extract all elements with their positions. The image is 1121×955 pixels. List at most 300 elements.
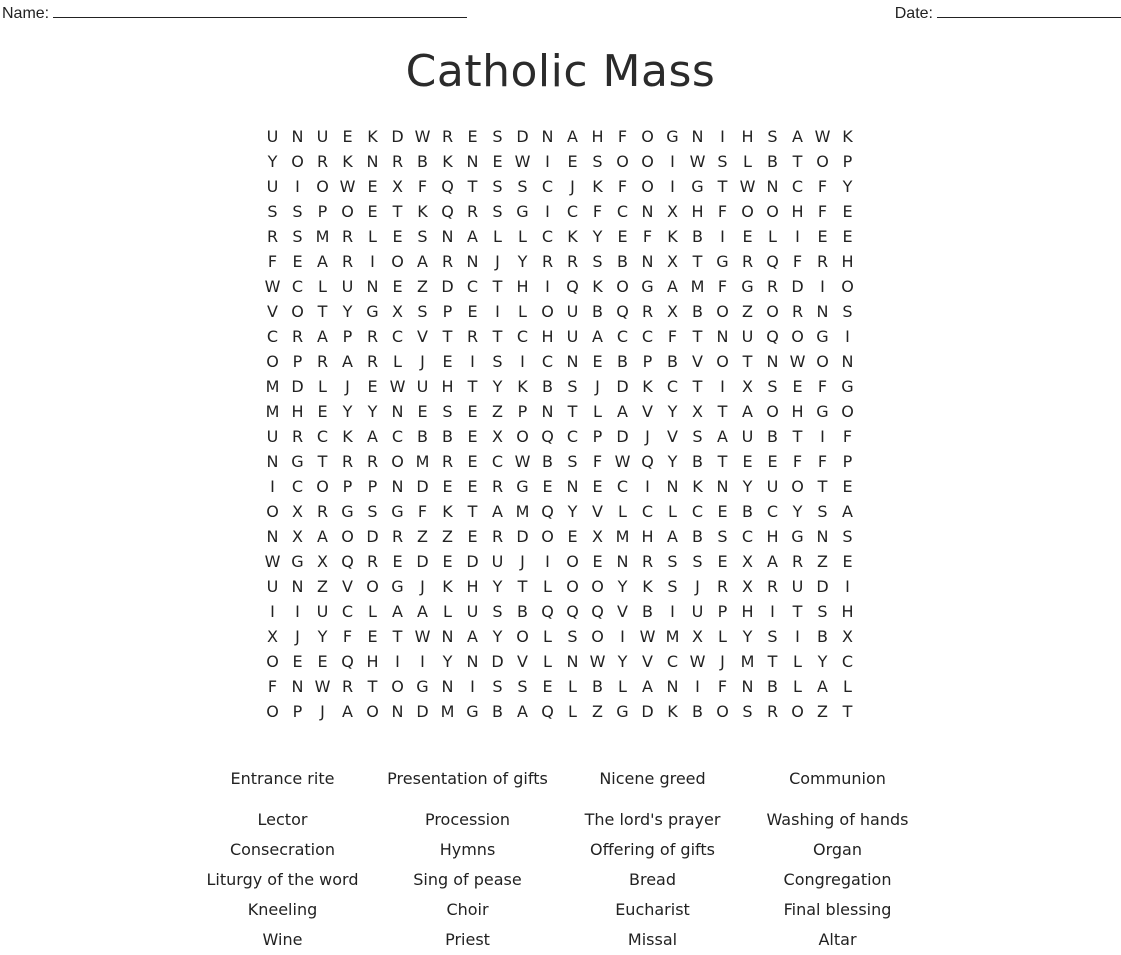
grid-letter[interactable]: S [592,252,603,271]
grid-letter[interactable]: S [517,177,528,196]
grid-letter[interactable]: D [491,652,504,671]
grid-letter[interactable]: N [816,527,829,546]
grid-letter[interactable]: R [366,452,379,471]
grid-letter[interactable]: V [417,327,428,346]
grid-letter[interactable]: W [789,352,806,371]
grid-letter[interactable]: Y [592,227,603,246]
grid-letter[interactable]: O [616,152,629,171]
grid-letter[interactable]: U [266,177,279,196]
grid-letter[interactable]: I [645,477,650,496]
grid-letter[interactable]: R [716,577,729,596]
grid-letter[interactable]: D [416,702,429,721]
grid-letter[interactable]: Y [667,402,678,421]
grid-letter[interactable]: S [767,377,778,396]
grid-letter[interactable]: I [770,602,775,621]
grid-letter[interactable]: R [641,552,654,571]
grid-letter[interactable]: F [817,177,828,196]
grid-letter[interactable]: A [742,402,753,421]
grid-letter[interactable]: R [441,127,454,146]
grid-letter[interactable]: X [267,627,278,646]
grid-letter[interactable]: S [767,627,778,646]
grid-letter[interactable]: S [267,202,278,221]
grid-letter[interactable]: R [341,677,354,696]
grid-letter[interactable]: O [841,402,854,421]
grid-letter[interactable]: H [366,652,379,671]
grid-letter[interactable]: L [768,227,777,246]
grid-letter[interactable]: N [466,252,479,271]
grid-letter[interactable]: T [492,327,503,346]
grid-letter[interactable]: L [443,602,452,621]
grid-letter[interactable]: E [842,552,853,571]
grid-letter[interactable]: O [766,202,779,221]
grid-letter[interactable]: Z [742,302,753,321]
grid-letter[interactable]: E [592,352,603,371]
grid-letter[interactable]: L [743,152,752,171]
grid-letter[interactable]: I [420,652,425,671]
grid-letter[interactable]: O [516,627,529,646]
grid-letter[interactable]: Q [766,327,779,346]
grid-letter[interactable]: N [741,677,754,696]
grid-letter[interactable]: V [667,427,678,446]
grid-letter[interactable]: E [392,552,403,571]
grid-letter[interactable]: F [817,202,828,221]
grid-letter[interactable]: Q [541,702,554,721]
grid-letter[interactable]: E [717,502,728,521]
grid-letter[interactable]: G [466,702,479,721]
grid-letter[interactable]: F [267,252,278,271]
grid-letter[interactable]: U [766,477,779,496]
grid-letter[interactable]: B [417,427,428,446]
grid-letter[interactable]: O [641,152,654,171]
grid-letter[interactable]: T [717,402,728,421]
grid-letter[interactable]: T [792,152,803,171]
grid-letter[interactable]: I [720,227,725,246]
grid-letter[interactable]: S [367,502,378,521]
grid-letter[interactable]: M [665,627,680,646]
grid-letter[interactable]: E [467,477,478,496]
grid-letter[interactable]: A [342,352,353,371]
grid-letter[interactable]: R [441,452,454,471]
grid-letter[interactable]: S [417,227,428,246]
grid-letter[interactable]: Q [441,177,454,196]
grid-letter[interactable]: I [545,552,550,571]
grid-letter[interactable]: A [317,327,328,346]
grid-letter[interactable]: Y [367,402,378,421]
grid-letter[interactable]: G [366,302,379,321]
grid-letter[interactable]: X [842,627,853,646]
grid-letter[interactable]: E [317,652,328,671]
grid-letter[interactable]: L [668,502,677,521]
grid-letter[interactable]: K [692,477,703,496]
grid-letter[interactable]: L [618,677,627,696]
grid-letter[interactable]: Q [616,302,629,321]
grid-letter[interactable]: O [766,402,779,421]
grid-letter[interactable]: T [717,177,728,196]
grid-letter[interactable]: K [667,702,678,721]
grid-letter[interactable]: C [641,502,654,521]
grid-letter[interactable]: N [441,627,454,646]
grid-letter[interactable]: S [817,502,828,521]
grid-letter[interactable]: R [366,552,379,571]
grid-letter[interactable]: D [616,427,629,446]
grid-letter[interactable]: G [791,527,804,546]
grid-letter[interactable]: F [342,627,353,646]
grid-letter[interactable]: I [720,377,725,396]
grid-letter[interactable]: R [291,427,304,446]
grid-letter[interactable]: A [417,252,428,271]
grid-letter[interactable]: G [666,127,679,146]
grid-letter[interactable]: U [466,602,479,621]
grid-letter[interactable]: S [492,202,503,221]
grid-letter[interactable]: G [741,277,754,296]
grid-letter[interactable]: Q [541,502,554,521]
grid-letter[interactable]: T [392,202,403,221]
grid-letter[interactable]: J [420,352,425,371]
grid-letter[interactable]: X [292,502,303,521]
grid-letter[interactable]: T [692,327,703,346]
grid-letter[interactable]: I [370,252,375,271]
grid-letter[interactable]: P [342,477,353,496]
grid-letter[interactable]: E [442,552,453,571]
grid-letter[interactable]: Y [442,652,453,671]
grid-letter[interactable]: U [566,327,579,346]
grid-letter[interactable]: N [716,477,729,496]
grid-letter[interactable]: E [542,477,553,496]
grid-letter[interactable]: K [442,502,453,521]
grid-letter[interactable]: X [692,402,703,421]
grid-letter[interactable]: M [440,702,455,721]
grid-letter[interactable]: P [592,427,603,446]
grid-letter[interactable]: A [667,277,678,296]
grid-letter[interactable]: G [516,477,529,496]
grid-letter[interactable]: X [667,252,678,271]
grid-letter[interactable]: O [541,302,554,321]
grid-letter[interactable]: R [791,552,804,571]
grid-letter[interactable]: I [670,602,675,621]
grid-letter[interactable]: N [366,277,379,296]
grid-letter[interactable]: E [292,252,303,271]
grid-letter[interactable]: O [591,577,604,596]
grid-letter[interactable]: A [817,677,828,696]
word-search-grid[interactable] [260,124,860,724]
grid-letter[interactable]: N [291,577,304,596]
grid-letter[interactable]: Y [517,252,528,271]
grid-letter[interactable]: N [841,352,854,371]
grid-letter[interactable]: E [342,127,353,146]
grid-letter[interactable]: F [617,127,628,146]
grid-letter[interactable]: U [266,127,279,146]
grid-letter[interactable]: T [367,677,378,696]
grid-letter[interactable]: R [766,577,779,596]
grid-letter[interactable]: E [592,477,603,496]
grid-letter[interactable]: C [391,427,404,446]
grid-letter[interactable]: Z [592,702,603,721]
grid-letter[interactable]: J [720,652,725,671]
grid-letter[interactable]: Y [742,477,753,496]
grid-letter[interactable]: C [341,602,354,621]
grid-letter[interactable]: O [266,502,279,521]
grid-letter[interactable]: U [341,277,354,296]
grid-letter[interactable]: D [366,527,379,546]
grid-letter[interactable]: O [366,577,379,596]
grid-letter[interactable]: X [492,427,503,446]
grid-letter[interactable]: R [291,327,304,346]
grid-letter[interactable]: Y [317,627,328,646]
grid-letter[interactable]: T [467,177,478,196]
grid-letter[interactable]: Y [342,402,353,421]
grid-letter[interactable]: O [391,677,404,696]
grid-letter[interactable]: W [414,627,431,646]
grid-letter[interactable]: H [841,252,854,271]
grid-letter[interactable]: O [541,527,554,546]
grid-letter[interactable]: O [641,127,654,146]
grid-letter[interactable]: F [792,452,803,471]
grid-letter[interactable]: K [592,277,603,296]
grid-letter[interactable]: F [717,277,728,296]
grid-letter[interactable]: G [416,677,429,696]
grid-letter[interactable]: C [316,427,329,446]
grid-letter[interactable]: G [816,327,829,346]
grid-letter[interactable]: R [541,252,554,271]
name-field[interactable] [2,3,467,23]
grid-letter[interactable]: I [795,227,800,246]
grid-letter[interactable]: H [741,127,754,146]
grid-letter[interactable]: U [416,377,429,396]
grid-letter[interactable]: I [845,327,850,346]
grid-letter[interactable]: S [692,552,703,571]
grid-letter[interactable]: K [342,427,353,446]
grid-letter[interactable]: G [391,577,404,596]
grid-letter[interactable]: N [691,127,704,146]
grid-letter[interactable]: T [392,627,403,646]
grid-letter[interactable]: K [642,577,653,596]
grid-letter[interactable]: G [641,277,654,296]
grid-letter[interactable]: N [441,227,454,246]
grid-letter[interactable]: J [345,377,350,396]
grid-letter[interactable]: N [566,477,579,496]
grid-letter[interactable]: T [317,302,328,321]
grid-letter[interactable]: S [767,127,778,146]
grid-letter[interactable]: S [492,352,503,371]
grid-letter[interactable]: U [491,552,504,571]
grid-letter[interactable]: R [466,202,479,221]
grid-letter[interactable]: E [292,652,303,671]
grid-letter[interactable]: I [270,477,275,496]
grid-letter[interactable]: S [492,177,503,196]
grid-letter[interactable]: I [820,277,825,296]
grid-letter[interactable]: M [315,227,330,246]
grid-letter[interactable]: V [642,652,653,671]
grid-letter[interactable]: N [466,652,479,671]
grid-letter[interactable]: T [692,252,703,271]
grid-letter[interactable]: P [442,302,453,321]
grid-letter[interactable]: V [342,577,353,596]
grid-letter[interactable]: M [690,277,705,296]
grid-letter[interactable]: P [517,402,528,421]
grid-letter[interactable]: Z [442,527,453,546]
grid-letter[interactable]: E [567,527,578,546]
grid-letter[interactable]: T [492,277,503,296]
grid-letter[interactable]: B [442,427,453,446]
grid-letter[interactable]: I [520,352,525,371]
grid-letter[interactable]: U [741,427,754,446]
grid-letter[interactable]: B [692,302,703,321]
grid-letter[interactable]: E [392,227,403,246]
grid-letter[interactable]: O [566,552,579,571]
grid-letter[interactable]: A [342,702,353,721]
grid-letter[interactable]: J [595,377,600,396]
grid-letter[interactable]: W [814,127,831,146]
grid-letter[interactable]: Y [667,452,678,471]
grid-letter[interactable]: H [741,602,754,621]
grid-letter[interactable]: C [466,277,479,296]
grid-letter[interactable]: P [317,202,328,221]
grid-letter[interactable]: P [292,702,303,721]
grid-letter[interactable]: A [792,127,803,146]
grid-letter[interactable]: D [516,527,529,546]
grid-letter[interactable]: D [791,277,804,296]
grid-letter[interactable]: V [517,652,528,671]
grid-letter[interactable]: O [641,177,654,196]
grid-letter[interactable]: Q [566,277,579,296]
grid-letter[interactable]: S [742,702,753,721]
grid-letter[interactable]: L [543,627,552,646]
grid-letter[interactable]: G [341,502,354,521]
grid-letter[interactable]: L [518,302,527,321]
grid-letter[interactable]: C [291,477,304,496]
grid-letter[interactable]: D [416,552,429,571]
grid-letter[interactable]: O [316,477,329,496]
grid-letter[interactable]: M [740,652,755,671]
grid-letter[interactable]: L [543,577,552,596]
grid-letter[interactable]: K [367,127,378,146]
grid-letter[interactable]: Z [817,702,828,721]
grid-letter[interactable]: J [320,702,325,721]
grid-letter[interactable]: E [592,552,603,571]
date-line[interactable] [937,3,1121,18]
grid-letter[interactable]: V [617,602,628,621]
grid-letter[interactable]: R [391,527,404,546]
grid-letter[interactable]: W [339,177,356,196]
grid-letter[interactable]: O [791,327,804,346]
grid-letter[interactable]: H [691,202,704,221]
grid-letter[interactable]: N [766,352,779,371]
grid-letter[interactable]: Y [617,652,628,671]
grid-letter[interactable]: O [716,702,729,721]
grid-letter[interactable]: A [717,427,728,446]
grid-letter[interactable]: L [593,402,602,421]
grid-letter[interactable]: L [368,602,377,621]
grid-letter[interactable]: X [292,527,303,546]
grid-letter[interactable]: O [566,577,579,596]
grid-letter[interactable]: D [291,377,304,396]
grid-letter[interactable]: S [692,427,703,446]
grid-letter[interactable]: S [442,402,453,421]
grid-letter[interactable]: V [692,352,703,371]
grid-letter[interactable]: S [492,602,503,621]
grid-letter[interactable]: V [592,502,603,521]
grid-letter[interactable]: T [692,377,703,396]
grid-letter[interactable]: F [717,677,728,696]
grid-letter[interactable]: W [264,552,281,571]
grid-letter[interactable]: A [317,252,328,271]
grid-letter[interactable]: N [466,152,479,171]
grid-letter[interactable]: B [617,352,628,371]
grid-letter[interactable]: I [470,352,475,371]
grid-letter[interactable]: M [515,502,530,521]
grid-letter[interactable]: N [766,177,779,196]
grid-letter[interactable]: E [842,227,853,246]
grid-letter[interactable]: K [842,127,853,146]
grid-letter[interactable]: I [670,152,675,171]
grid-letter[interactable]: O [366,702,379,721]
grid-letter[interactable]: D [416,477,429,496]
grid-letter[interactable]: J [495,252,500,271]
grid-letter[interactable]: V [642,402,653,421]
grid-letter[interactable]: R [341,452,354,471]
grid-letter[interactable]: B [642,602,653,621]
grid-letter[interactable]: V [267,302,278,321]
grid-letter[interactable]: N [391,402,404,421]
grid-letter[interactable]: W [264,277,281,296]
grid-letter[interactable]: S [517,677,528,696]
grid-letter[interactable]: P [642,352,653,371]
grid-letter[interactable]: B [592,677,603,696]
grid-letter[interactable]: I [845,577,850,596]
grid-letter[interactable]: A [467,227,478,246]
grid-letter[interactable]: Y [492,377,503,396]
grid-letter[interactable]: D [516,127,529,146]
grid-letter[interactable]: U [566,302,579,321]
grid-letter[interactable]: N [716,327,729,346]
grid-letter[interactable]: L [543,652,552,671]
grid-letter[interactable]: W [514,152,531,171]
grid-letter[interactable]: O [791,477,804,496]
grid-letter[interactable]: X [692,627,703,646]
grid-letter[interactable]: B [492,702,503,721]
grid-letter[interactable]: B [667,352,678,371]
grid-letter[interactable]: X [392,177,403,196]
grid-letter[interactable]: F [267,677,278,696]
grid-letter[interactable]: O [266,652,279,671]
grid-letter[interactable]: D [441,277,454,296]
grid-letter[interactable]: G [516,202,529,221]
grid-letter[interactable]: C [791,177,804,196]
grid-letter[interactable]: E [817,227,828,246]
grid-letter[interactable]: E [467,402,478,421]
grid-letter[interactable]: E [442,477,453,496]
grid-letter[interactable]: S [417,302,428,321]
grid-letter[interactable]: I [620,627,625,646]
grid-letter[interactable]: F [417,502,428,521]
grid-letter[interactable]: Q [591,602,604,621]
grid-letter[interactable]: Y [567,502,578,521]
grid-letter[interactable]: P [842,452,853,471]
grid-letter[interactable]: E [742,227,753,246]
grid-letter[interactable]: W [514,452,531,471]
grid-letter[interactable]: X [742,552,753,571]
grid-letter[interactable]: W [689,652,706,671]
grid-letter[interactable]: D [641,702,654,721]
grid-letter[interactable]: L [718,627,727,646]
grid-letter[interactable]: N [266,452,279,471]
grid-letter[interactable]: K [567,227,578,246]
grid-letter[interactable]: D [616,377,629,396]
grid-letter[interactable]: Y [492,627,503,646]
grid-letter[interactable]: S [817,602,828,621]
grid-letter[interactable]: C [541,227,554,246]
grid-letter[interactable]: A [642,677,653,696]
